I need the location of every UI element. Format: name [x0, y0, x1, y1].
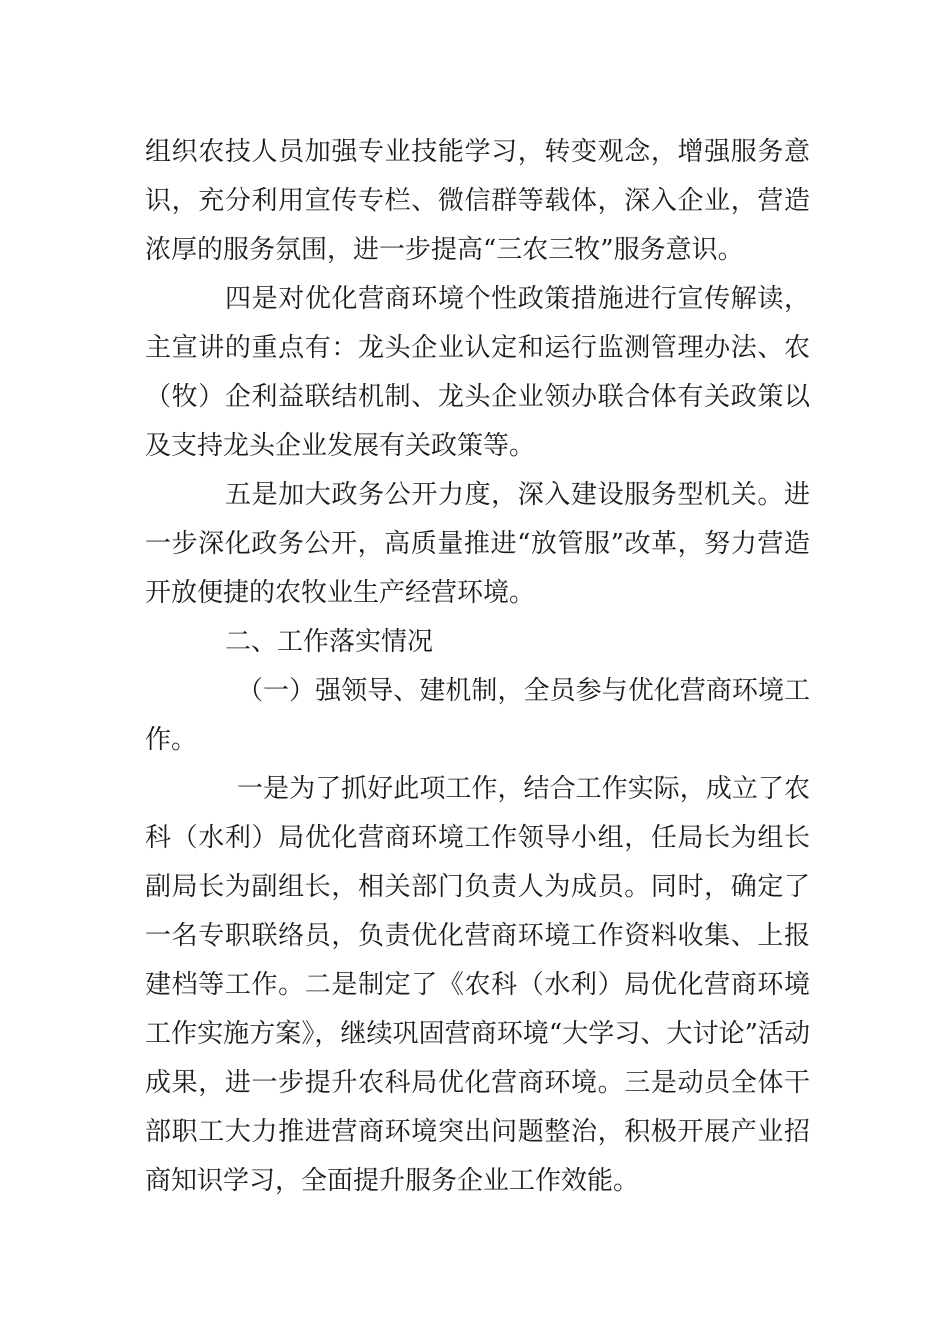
- paragraph-leadership-group: 一是为了抓好此项工作，结合工作实际，成立了农科（水利）局优化营商环境工作领导小组，任局长为组长副局长为副组长，相关部门负责人为成员。同时，确定了一名专职联络员，负责优化营商环境工作资料收集、上报建档等工作。二是制定了《农科（水利）局优化营商环境工作实施方案》，继续巩固营商环境“大学习、大讨论”活动成果，进一步提升农科局优化营商环境。三是动员全体干部职工大力推进营商环境突出问题整治，积极开展产业招商知识学习，全面提升服务企业工作效能。: [145, 774, 810, 1196]
- paragraph-service-awareness: 组织农技人员加强专业技能学习，转变观念，增强服务意识，充分利用宣传专栏、微信群等载体，深入企业，营造浓厚的服务氛围，进一步提高“三农三牧”服务意识。: [145, 137, 810, 265]
- subsection-heading-leadership: （一）强领导、建机制，全员参与优化营商环境工作。: [145, 676, 810, 755]
- section-heading-implementation: 二、工作落实情况: [225, 627, 434, 657]
- paragraph-policy-publicity: 四是对优化营商环境个性政策措施进行宣传解读，主宣讲的重点有：龙头企业认定和运行监测管理办法、农（牧）企利益联结机制、龙头企业领办联合体有关政策以及支持龙头企业发展有关政策等。: [145, 284, 810, 461]
- paragraph-government-transparency: 五是加大政务公开力度，深入建设服务型机关。进一步深化政务公开，高质量推进“放管服”改革，努力营造开放便捷的农牧业生产经营环境。: [145, 480, 810, 608]
- document-body: [145, 128, 810, 1206]
